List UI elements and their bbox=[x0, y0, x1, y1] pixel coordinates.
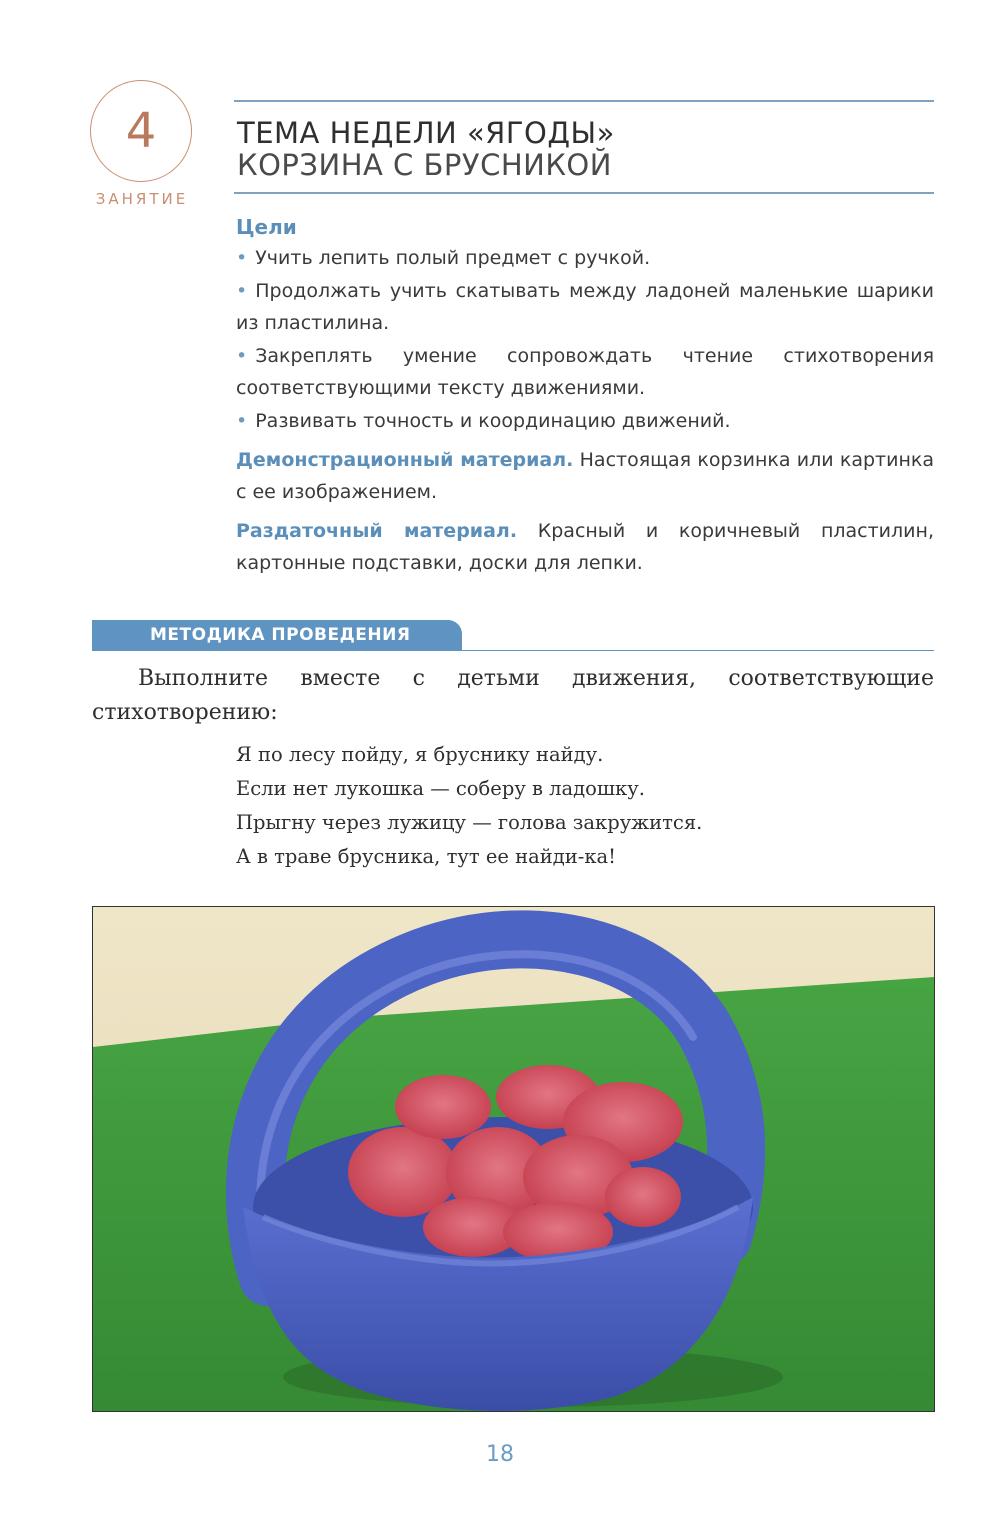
demo-material bbox=[236, 444, 934, 508]
handout-material-text: Красный и коричневый пластилин, картонные подставки, доски для лепки. bbox=[236, 520, 934, 574]
demo-material-label: Демонстрационный материал. bbox=[236, 449, 574, 471]
bullet-icon: • bbox=[236, 247, 248, 269]
poem-line: Я по лесу пойду, я бруснику найду. bbox=[236, 743, 604, 766]
page-number: 18 bbox=[486, 1442, 514, 1467]
goals-heading: Цели bbox=[236, 215, 297, 239]
handout-material-label: Раздаточный материал. bbox=[236, 520, 518, 542]
goal-text: Продолжать учить скатывать между ладоней маленькие шарики из пластилина. bbox=[236, 280, 934, 334]
page-subtitle: КОРЗИНА С БРУСНИКОЙ bbox=[237, 148, 612, 182]
poem-line: Если нет лукошка — соберу в ладошку. bbox=[236, 777, 645, 800]
goal-item bbox=[236, 242, 934, 274]
bullet-icon: • bbox=[236, 280, 248, 302]
goal-text: Закреплять умение сопровождать чтение стихотворения соответствующими тексту движениями. bbox=[236, 345, 934, 399]
goal-item bbox=[236, 275, 934, 339]
poem bbox=[236, 738, 702, 874]
goal-text: Учить лепить полый предмет с ручкой. bbox=[255, 247, 651, 269]
goal-item bbox=[236, 405, 934, 437]
poem-line: А в траве брусника, тут ее найди-ка! bbox=[236, 845, 616, 868]
header-rule-top bbox=[234, 100, 934, 102]
bullet-icon: • bbox=[236, 410, 248, 432]
lesson-content bbox=[236, 212, 934, 579]
method-section-heading: МЕТОДИКА ПРОВЕДЕНИЯ bbox=[92, 620, 462, 650]
goal-text: Развивать точность и координацию движений. bbox=[255, 410, 731, 432]
method-section-rule bbox=[92, 650, 934, 651]
lesson-number: 4 bbox=[125, 103, 157, 159]
demo-material-text: Настоящая корзинка или картинка с ее изображением. bbox=[236, 449, 935, 503]
page-title: ТЕМА НЕДЕЛИ «ЯГОДЫ» bbox=[237, 116, 615, 150]
lesson-number-badge bbox=[90, 80, 192, 182]
bullet-icon: • bbox=[236, 345, 248, 367]
poem-line: Прыгну через лужицу — голова закружится. bbox=[236, 811, 703, 834]
basket-photo bbox=[92, 906, 935, 1412]
handout-material bbox=[236, 515, 934, 579]
method-intro: Выполните вместе с детьми движения, соответствующие стихотворению: bbox=[92, 666, 934, 725]
goal-item bbox=[236, 340, 934, 404]
header-rule-bottom bbox=[234, 192, 934, 194]
plasticine-basket-illustration bbox=[93, 907, 934, 1411]
lesson-label: ЗАНЯТИЕ bbox=[95, 190, 189, 208]
